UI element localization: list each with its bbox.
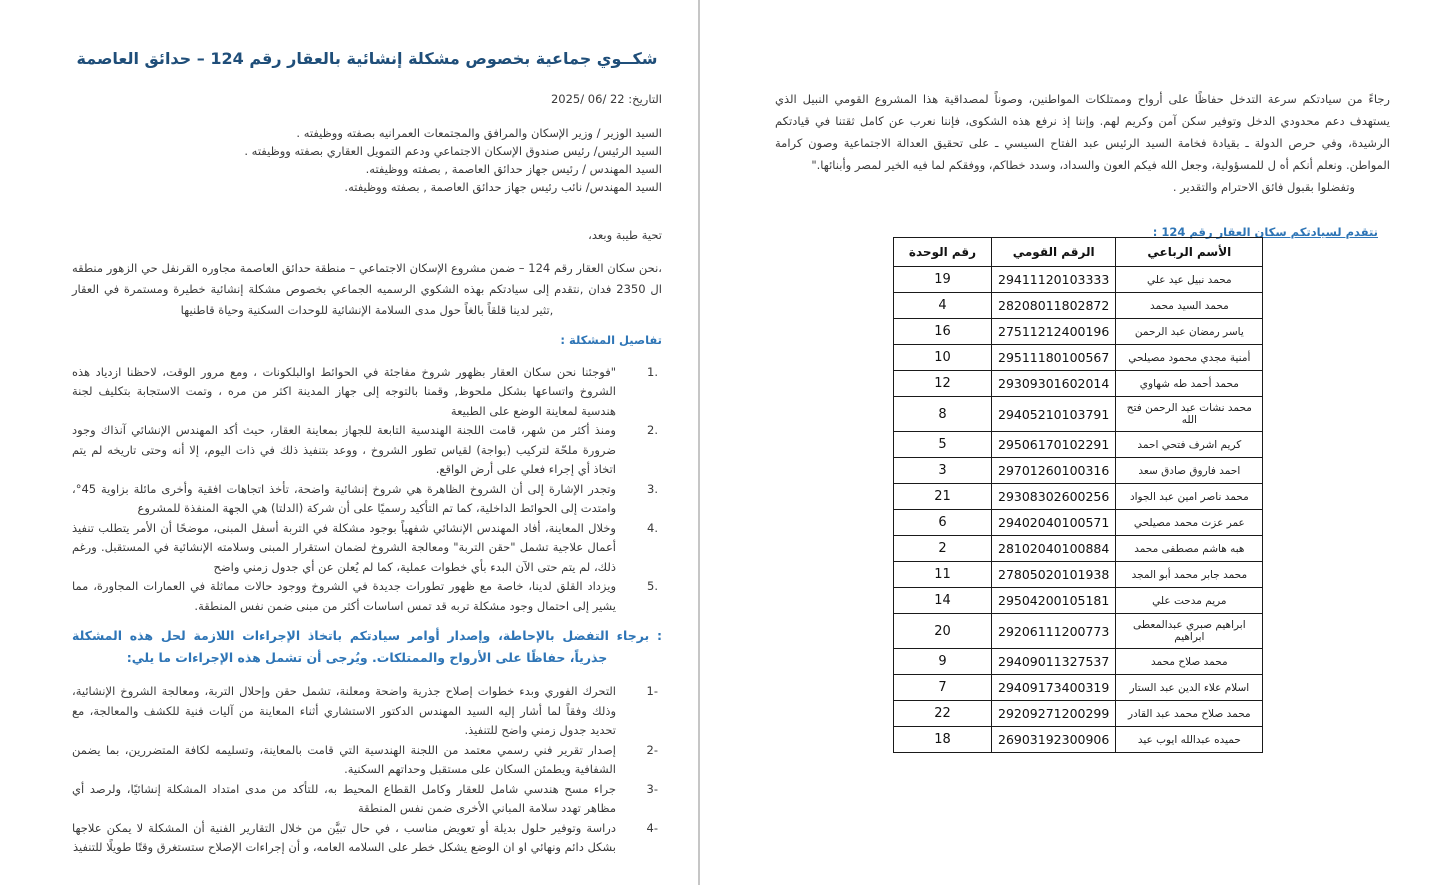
cell-resident-name: محمد صلاح محمد — [1116, 649, 1263, 675]
cell-resident-name: مريم مدحت علي — [1116, 588, 1263, 614]
list-item-number: 5. — [647, 579, 658, 594]
cell-unit-number: 11 — [894, 562, 992, 588]
page-left — [0, 0, 698, 885]
cell-unit-number: 10 — [894, 345, 992, 371]
table-row — [894, 371, 1263, 397]
problem-detail-item — [72, 363, 662, 422]
addressee-list — [72, 124, 662, 196]
cell-national-id: 29504200105181 — [992, 588, 1116, 614]
cell-unit-number: 2 — [894, 536, 992, 562]
cell-resident-name: محمد السيد محمد — [1116, 293, 1263, 319]
cell-national-id: 28208011802872 — [992, 293, 1116, 319]
cell-national-id: 29206111200773 — [992, 614, 1116, 649]
closing-paragraph: رجاءً من سيادتكم سرعة التدخل حفاظًا على أرواح وممتلكات المواطنين، وصوناً لمصداقية هذا المشروع القومي النبيل الذي يستهدف دعم محدودي الدخل وتوفير سكن آمن وكريم لهم. وإننا إذ نرفع هذه الشكوى، فإننا نعرب عن كامل ثقتنا في قيادتكم الرشيدة، وفي حرص الدولة ـ بقيادة فخامة السيد الرئيس عبد الفتاح السيسي ـ على تحقيق العدالة الاجتماعية وصون كرامة المواطن. ونعلم أنكم أه ل للمسؤولية، وجعل الله فيكم العون والسداد، وسدد خطاكم، ووفقكم لما فيه الخير لمصر وأبنائها." — [775, 92, 1390, 172]
list-item-text: وخلال المعاينة، أفاد المهندس الإنشائي شفهياً بوجود مشكلة في التربة أسفل المبنى، موضحًا أن الأمر يتطلب تنفيذ أعمال علاجية تشمل "حقن التربة" ومعالجة الشروخ لضمان استقرار المبنى وسلامته الإنشائية في المستقبل. ورغم ذلك، لم يتم حتى الآن البدء بأي خطوات عملية، كما لم يُعلن عن أي جدول زمني واضح — [72, 520, 616, 574]
cell-national-id: 29701260100316 — [992, 458, 1116, 484]
list-item-number: 4. — [647, 520, 658, 535]
cell-national-id: 29402040100571 — [992, 510, 1116, 536]
cell-resident-name: اسلام علاء الدين عبد الستار — [1116, 675, 1263, 701]
cell-resident-name: كريم اشرف فتحي احمد — [1116, 432, 1263, 458]
table-row — [894, 345, 1263, 371]
cell-unit-number: 18 — [894, 727, 992, 753]
table-row — [894, 458, 1263, 484]
cell-unit-number: 20 — [894, 614, 992, 649]
cell-resident-name: ياسر رمضان عبد الرحمن — [1116, 319, 1263, 345]
list-item-text: وتجدر الإشارة إلى أن الشروخ الظاهرة هي شروخ إنشائية واضحة، تأخذ اتجاهات افقية وأخرى مائلة بزاوية 45°، وامتدت إلى الحوائط الداخلية، كما تم التأكيد رسميًا على أن شركة (الدلتا) هي الجهة المنفذة للمشروع — [72, 481, 616, 516]
list-item-text: "فوجئنا نحن سكان العقار بظهور شروخ مفاجئة في الحوائط اوالبلكونات ، ومع مرور الوقت، لاحظنا ازدياد هذه الشروخ واتساعها بشكل ملحوظ, وقمنا بالتوجه إلى جهاز المدينة اكثر من مره ، وتمت الاستجابة بتكليف لجنة هندسية لمعاينة الوضع على الطبيعة — [72, 364, 616, 418]
cell-national-id: 29209271200299 — [992, 701, 1116, 727]
cell-unit-number: 22 — [894, 701, 992, 727]
list-item-number: 3. — [647, 481, 658, 496]
cell-national-id: 29308302600256 — [992, 484, 1116, 510]
cell-resident-name: محمد جابر محمد أبو المجد — [1116, 562, 1263, 588]
addressee-line: السيد المهندس / رئيس جهاز حدائق العاصمة , بصفته ووظيفته. — [365, 161, 662, 176]
cell-national-id: 29506170102291 — [992, 432, 1116, 458]
table-row — [894, 397, 1263, 432]
cell-unit-number: 12 — [894, 371, 992, 397]
list-item-text: ومنذ أكثر من شهر، قامت اللجنة الهندسية التابعة للجهاز بمعاينة العقار، حيث أكد المهندس الإنشائي آنذاك وجود ضرورة ملحّة لتركيب (بواجة) لقياس تطور الشروخ ، ووعد بتنفيذ ذلك في ذات اليوم، إلا أنه وحتى تاريخه لم يتم اتخاذ أي إجراء فعلي على أرض الواقع. — [72, 423, 616, 477]
requested-action-item — [72, 682, 662, 741]
table-row — [894, 562, 1263, 588]
list-item-number: 4- — [646, 820, 658, 835]
cell-resident-name: حميده عبدالله ايوب عيد — [1116, 727, 1263, 753]
list-item-number: 2- — [646, 742, 658, 757]
list-item-number: 2. — [647, 423, 658, 438]
table-row — [894, 675, 1263, 701]
requested-action-item — [72, 780, 662, 819]
table-row — [894, 727, 1263, 753]
cell-unit-number: 5 — [894, 432, 992, 458]
cell-unit-number: 19 — [894, 267, 992, 293]
cell-national-id: 27805020101938 — [992, 562, 1116, 588]
cell-national-id: 29309301602014 — [992, 371, 1116, 397]
cell-resident-name: عمر عزت محمد مصيلحي — [1116, 510, 1263, 536]
cell-resident-name: ابراهيم صبري عبدالمعطى ابراهيم — [1116, 614, 1263, 649]
list-item-text: ويزداد القلق لدينا، خاصة مع ظهور تطورات جديدة في الشروخ ووجود حالات مماثلة في العمارات المجاورة، مما يشير إلى احتمال وجود مشكلة تربه قد تمس اساسات أكثر من مبنى ضمن نفس المنطقة. — [72, 579, 616, 613]
cell-national-id: 27511212400196 — [992, 319, 1116, 345]
details-heading: تفاصيل المشكلة : — [560, 332, 662, 347]
cell-unit-number: 8 — [894, 397, 992, 432]
residents-table — [893, 237, 1263, 753]
table-row — [894, 649, 1263, 675]
table-row — [894, 510, 1263, 536]
list-item-text: إصدار تقرير فني رسمي معتمد من اللجنة الهندسية التي قامت بالمعاينة، وتسليمه لكافة المتضررين، بما يضمن الشفافية ويطمئن السكان على مستقبل وحداتهم السكنية. — [72, 742, 616, 777]
table-row — [894, 536, 1263, 562]
requested-action-item — [72, 741, 662, 780]
residents-table-header — [894, 238, 1263, 267]
addressee-line: السيد المهندس/ نائب رئيس جهاز حدائق العاصمة , بصفته ووظيفته. — [344, 179, 662, 194]
list-item-text: دراسة وتوفير حلول بديلة أو تعويض مناسب ، في حال تبيَّن من خلال التقارير الفنية أن المشكلة لا يمكن علاجها بشكل دائم ونهائي او ان الوضع يشكل خطر على السلامه العامه، و أن إجراءات الإصلاح ستستغرق وقتًا طويلًا للتنفيذ — [72, 820, 616, 855]
cell-resident-name: محمد أحمد طه شهاوي — [1116, 371, 1263, 397]
page-right — [700, 0, 1431, 885]
cell-unit-number: 7 — [894, 675, 992, 701]
cell-national-id: 29405210103791 — [992, 397, 1116, 432]
cell-national-id: 29411120103333 — [992, 267, 1116, 293]
table-header-cell: الرقم القومي — [992, 238, 1116, 267]
cell-resident-name: احمد فاروق صادق سعد — [1116, 458, 1263, 484]
closing-salutation: وتفضلوا بقبول فائق الاحترام والتقدير . — [1172, 180, 1355, 194]
cell-unit-number: 21 — [894, 484, 992, 510]
cell-national-id: 29409173400319 — [992, 675, 1116, 701]
cell-national-id: 29511180100567 — [992, 345, 1116, 371]
table-intro-line: نتقدم لسيادتكم سكان العقار رقم 124 : — [1152, 225, 1378, 239]
cell-resident-name: أمنية مجدي محمود مصيلحي — [1116, 345, 1263, 371]
cell-unit-number: 3 — [894, 458, 992, 484]
table-row — [894, 432, 1263, 458]
date-line: التاريخ: 22 /06 /2025 — [550, 91, 662, 106]
cell-unit-number: 16 — [894, 319, 992, 345]
intro-paragraph: ،نحن سكان العقار رقم 124 – ضمن مشروع الإسكان الاجتماعي – منطقة حدائق العاصمة مجاوره القرنفل حي الزهور منطقه ال 2350 فدان ,نتقدم إلى سيادتكم بهذه الشكوي الرسميه الجماعي بخصوص مشكلة إنشائية خطيرة ومستمرة في العقار ,تثير لدينا قلقاً بالغاً حول مدى السلامة الإنشائية للوحدات السكنية وحياة قاطنيها — [72, 260, 662, 317]
list-item-text: التحرك الفوري وبدء خطوات إصلاح جذرية واضحة ومعلنة، تشمل حقن وإحلال التربة، ومعالجة الشروخ الإنشائية، وذلك وفقاً لما أشار إليه السيد المهندس الدكتور الاستشاري أثناء المعاينة من آليات فنية للكشف والمعالجة، مع تحديد جدول زمني واضح للتنفيذ. — [72, 684, 616, 738]
cell-unit-number: 4 — [894, 293, 992, 319]
cell-resident-name: هبه هاشم مصطفى محمد — [1116, 536, 1263, 562]
problem-detail-item — [72, 577, 662, 616]
addressee-line: السيد الرئيس/ رئيس صندوق الإسكان الاجتماعي ودعم التمويل العقاري بصفته ووظيفته . — [244, 143, 662, 158]
requested-action-item — [72, 819, 662, 858]
greeting-line: تحية طيبة وبعد، — [588, 227, 662, 242]
table-row — [894, 319, 1263, 345]
list-item-number: 1- — [646, 684, 658, 699]
request-heading: : برجاء التفضل بالإحاطة، وإصدار أوامر سيادتكم باتخاذ الإجراءات اللازمة لحل هذه المشكلة جذرياً، حفاظًا على الأرواح والممتلكات. ويُرجى أن تشمل هذه الإجراءات ما يلي: — [72, 628, 662, 666]
table-row — [894, 293, 1263, 319]
problem-detail-item — [72, 421, 662, 480]
table-row — [894, 701, 1263, 727]
cell-resident-name: محمد صلاح محمد عبد القادر — [1116, 701, 1263, 727]
cell-unit-number: 9 — [894, 649, 992, 675]
table-header-cell: رقم الوحدة — [894, 238, 992, 267]
cell-unit-number: 6 — [894, 510, 992, 536]
list-item-text: جراء مسح هندسي شامل للعقار وكامل القطاع المحيط به، للتأكد من مدى امتداد المشكلة إنشائيًا، ولرصد أي مظاهر تهدد سلامة المباني الأخرى ضمن نفس المنطقة — [72, 781, 616, 816]
problem-detail-item — [72, 519, 662, 578]
table-header-cell: الأسم الرباعي — [1116, 238, 1263, 267]
table-row — [894, 484, 1263, 510]
cell-national-id: 28102040100884 — [992, 536, 1116, 562]
list-item-number: 1. — [647, 364, 658, 379]
cell-national-id: 26903192300906 — [992, 727, 1116, 753]
cell-resident-name: محمد نشات عبد الرحمن فتح الله — [1116, 397, 1263, 432]
document-title: شكــوي جماعية بخصوص مشكلة إنشائية بالعقار رقم 124 – حدائق العاصمة — [76, 49, 658, 68]
addressee-line: السيد الوزير / وزير الإسكان والمرافق والمجتمعات العمرانيه بصفته ووظيفته . — [296, 125, 662, 140]
table-row — [894, 614, 1263, 649]
cell-unit-number: 14 — [894, 588, 992, 614]
problem-detail-item — [72, 480, 662, 519]
left-page-content — [72, 48, 662, 858]
right-page-content — [775, 88, 1390, 242]
cell-national-id: 29409011327537 — [992, 649, 1116, 675]
table-row — [894, 267, 1263, 293]
list-item-number: 3- — [646, 781, 658, 796]
cell-resident-name: محمد نبيل عيد علي — [1116, 267, 1263, 293]
problem-details-list — [72, 363, 662, 617]
cell-resident-name: محمد ناصر امين عبد الجواد — [1116, 484, 1263, 510]
requested-actions-list — [72, 682, 662, 858]
table-row — [894, 588, 1263, 614]
